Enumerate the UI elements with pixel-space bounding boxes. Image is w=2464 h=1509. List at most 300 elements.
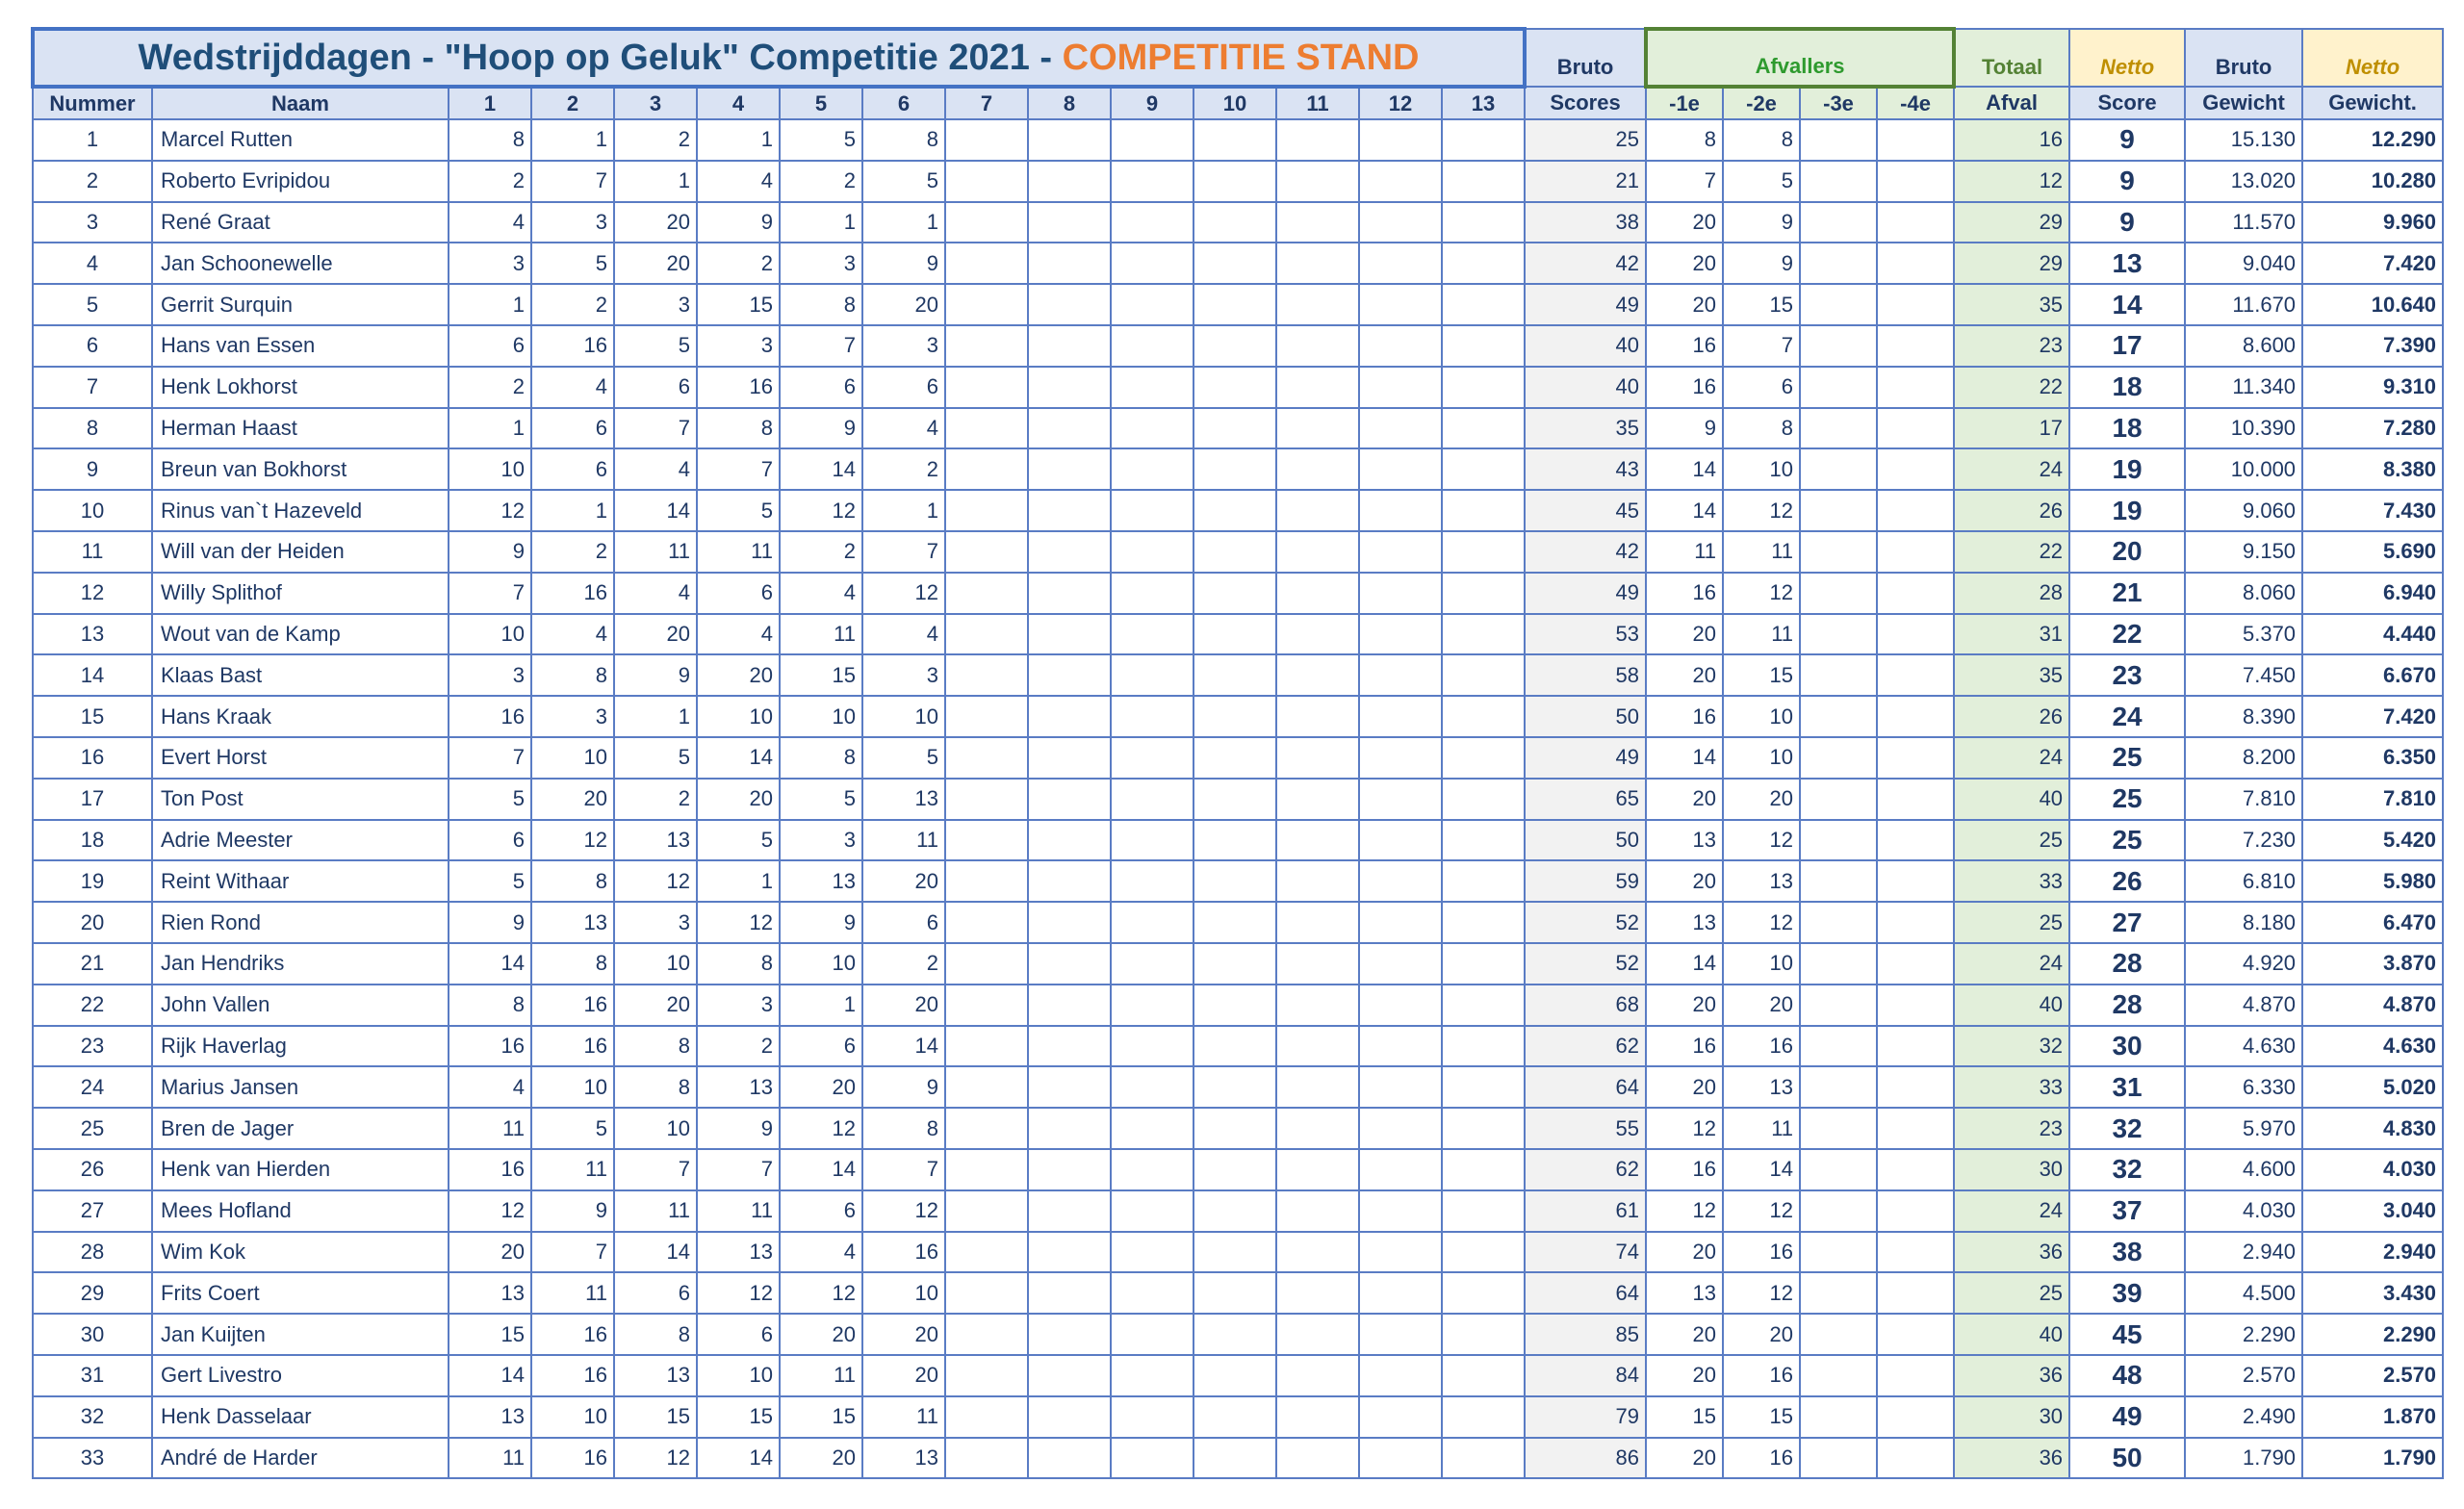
cell-afvaller: 8 <box>1646 119 1723 161</box>
cell-day-score: 1 <box>697 119 780 161</box>
cell-bruto-gewicht: 4.870 <box>2185 985 2302 1026</box>
cell-day-score <box>1359 1066 1442 1108</box>
cell-netto-gewicht: 1.790 <box>2302 1438 2443 1479</box>
cell-day-score: 16 <box>531 1314 614 1355</box>
cell-afvaller <box>1800 490 1877 531</box>
cell-day-score: 8 <box>531 943 614 985</box>
cell-afvaller: 20 <box>1646 202 1723 243</box>
cell-bruto-scores: 68 <box>1525 985 1646 1026</box>
cell-day-score <box>945 1272 1028 1314</box>
col-header-day: 4 <box>697 87 780 119</box>
cell-afvaller <box>1877 243 1954 284</box>
cell-day-score <box>1359 490 1442 531</box>
col-header-afval: Afval <box>1954 87 2069 119</box>
cell-bruto-gewicht: 7.450 <box>2185 654 2302 696</box>
cell-day-score <box>1442 985 1525 1026</box>
cell-day-score <box>1442 284 1525 325</box>
cell-nummer: 17 <box>33 779 152 820</box>
cell-day-score <box>1194 1108 1276 1149</box>
cell-totaal-afval: 12 <box>1954 161 2069 202</box>
cell-netto-score: 23 <box>2069 654 2185 696</box>
cell-day-score: 2 <box>780 161 862 202</box>
cell-afvaller <box>1800 1355 1877 1396</box>
cell-bruto-scores: 86 <box>1525 1438 1646 1479</box>
cell-day-score: 1 <box>780 202 862 243</box>
cell-day-score <box>1442 1190 1525 1232</box>
cell-day-score <box>1028 161 1111 202</box>
cell-day-score <box>1442 325 1525 367</box>
cell-day-score <box>1028 860 1111 902</box>
cell-nummer: 28 <box>33 1232 152 1273</box>
cell-day-score: 5 <box>531 243 614 284</box>
cell-netto-gewicht: 8.380 <box>2302 448 2443 490</box>
cell-day-score <box>1442 1149 1525 1190</box>
cell-bruto-scores: 61 <box>1525 1190 1646 1232</box>
cell-day-score: 5 <box>531 1108 614 1149</box>
cell-netto-gewicht: 7.420 <box>2302 243 2443 284</box>
cell-day-score <box>1359 696 1442 737</box>
cell-afvaller <box>1800 779 1877 820</box>
cell-afvaller: 16 <box>1723 1438 1800 1479</box>
cell-day-score: 6 <box>531 448 614 490</box>
cell-nummer: 27 <box>33 1190 152 1232</box>
cell-netto-gewicht: 4.630 <box>2302 1026 2443 1067</box>
cell-day-score <box>1028 614 1111 655</box>
cell-day-score <box>1194 1149 1276 1190</box>
cell-naam: Gerrit Surquin <box>152 284 449 325</box>
cell-afvaller: 15 <box>1646 1396 1723 1438</box>
col-header-day: 6 <box>862 87 945 119</box>
cell-day-score: 15 <box>697 284 780 325</box>
cell-nummer: 22 <box>33 985 152 1026</box>
cell-afvaller <box>1877 985 1954 1026</box>
cell-day-score: 3 <box>697 985 780 1026</box>
table-row <box>33 284 2443 325</box>
cell-nummer: 20 <box>33 902 152 943</box>
cell-day-score <box>945 860 1028 902</box>
cell-day-score: 16 <box>531 1355 614 1396</box>
cell-day-score <box>1442 1272 1525 1314</box>
cell-day-score: 7 <box>449 737 531 779</box>
cell-day-score: 3 <box>449 243 531 284</box>
cell-bruto-gewicht: 7.810 <box>2185 779 2302 820</box>
cell-day-score: 6 <box>449 820 531 861</box>
cell-day-score: 4 <box>697 161 780 202</box>
cell-day-score: 5 <box>614 325 697 367</box>
cell-day-score: 6 <box>780 367 862 408</box>
table-row <box>33 573 2443 614</box>
col-header-day: 5 <box>780 87 862 119</box>
cell-day-score <box>1359 531 1442 573</box>
table-row <box>33 1066 2443 1108</box>
cell-nummer: 1 <box>33 119 152 161</box>
cell-day-score: 9 <box>780 408 862 449</box>
cell-day-score <box>1111 161 1194 202</box>
cell-afvaller: 20 <box>1723 985 1800 1026</box>
cell-netto-score: 18 <box>2069 408 2185 449</box>
cell-day-score: 2 <box>531 531 614 573</box>
table-row <box>33 1438 2443 1479</box>
cell-afvaller: 11 <box>1646 531 1723 573</box>
cell-day-score <box>1359 737 1442 779</box>
col-header-day: 8 <box>1028 87 1111 119</box>
cell-naam: Willy Splithof <box>152 573 449 614</box>
cell-day-score <box>1359 448 1442 490</box>
cell-bruto-gewicht: 8.600 <box>2185 325 2302 367</box>
cell-netto-score: 13 <box>2069 243 2185 284</box>
cell-day-score <box>1359 1396 1442 1438</box>
cell-afvaller <box>1800 614 1877 655</box>
cell-day-score: 4 <box>614 573 697 614</box>
cell-netto-score: 19 <box>2069 448 2185 490</box>
table-row <box>33 325 2443 367</box>
cell-afvaller: 20 <box>1646 654 1723 696</box>
cell-day-score: 8 <box>697 408 780 449</box>
cell-totaal-afval: 35 <box>1954 654 2069 696</box>
cell-afvaller: 16 <box>1723 1026 1800 1067</box>
cell-afvaller <box>1877 1396 1954 1438</box>
cell-day-score: 11 <box>697 531 780 573</box>
cell-day-score <box>1194 985 1276 1026</box>
cell-day-score <box>945 448 1028 490</box>
cell-day-score: 4 <box>449 1066 531 1108</box>
cell-day-score: 8 <box>780 737 862 779</box>
cell-day-score: 7 <box>614 1149 697 1190</box>
cell-nummer: 12 <box>33 573 152 614</box>
cell-day-score <box>945 1232 1028 1273</box>
cell-day-score <box>1442 860 1525 902</box>
cell-day-score: 12 <box>614 1438 697 1479</box>
cell-day-score <box>1111 943 1194 985</box>
cell-afvaller <box>1877 448 1954 490</box>
cell-bruto-gewicht: 5.370 <box>2185 614 2302 655</box>
cell-afvaller <box>1877 119 1954 161</box>
cell-day-score: 13 <box>862 779 945 820</box>
cell-day-score: 5 <box>862 737 945 779</box>
cell-netto-score: 48 <box>2069 1355 2185 1396</box>
cell-naam: Jan Schoonewelle <box>152 243 449 284</box>
cell-day-score <box>1442 161 1525 202</box>
cell-day-score <box>1276 1190 1359 1232</box>
cell-day-score: 10 <box>531 737 614 779</box>
cell-day-score: 11 <box>449 1108 531 1149</box>
cell-totaal-afval: 22 <box>1954 531 2069 573</box>
cell-naam: André de Harder <box>152 1438 449 1479</box>
cell-afvaller: 10 <box>1723 943 1800 985</box>
cell-afvaller <box>1800 654 1877 696</box>
cell-day-score: 11 <box>531 1272 614 1314</box>
cell-day-score: 14 <box>449 1355 531 1396</box>
cell-day-score: 11 <box>780 614 862 655</box>
cell-netto-gewicht: 6.470 <box>2302 902 2443 943</box>
cell-day-score: 16 <box>531 1026 614 1067</box>
table-row <box>33 696 2443 737</box>
cell-afvaller <box>1800 367 1877 408</box>
cell-afvaller: 16 <box>1723 1232 1800 1273</box>
cell-day-score <box>1442 1108 1525 1149</box>
cell-day-score <box>1276 902 1359 943</box>
cell-nummer: 11 <box>33 531 152 573</box>
cell-afvaller <box>1800 943 1877 985</box>
cell-day-score: 1 <box>531 119 614 161</box>
col-header-score: Score <box>2069 87 2185 119</box>
cell-bruto-scores: 52 <box>1525 943 1646 985</box>
cell-day-score: 3 <box>449 654 531 696</box>
cell-day-score <box>945 985 1028 1026</box>
cell-day-score <box>1028 1232 1111 1273</box>
cell-bruto-gewicht: 6.330 <box>2185 1066 2302 1108</box>
cell-day-score <box>945 119 1028 161</box>
cell-day-score: 8 <box>449 119 531 161</box>
table-row <box>33 902 2443 943</box>
cell-netto-gewicht: 7.420 <box>2302 696 2443 737</box>
cell-day-score <box>1359 614 1442 655</box>
cell-afvaller: 16 <box>1646 573 1723 614</box>
cell-bruto-gewicht: 2.290 <box>2185 1314 2302 1355</box>
cell-day-score <box>1276 1272 1359 1314</box>
cell-day-score: 8 <box>614 1314 697 1355</box>
cell-afvaller <box>1800 820 1877 861</box>
col-header-day: 9 <box>1111 87 1194 119</box>
cell-day-score <box>1028 367 1111 408</box>
cell-afvaller: 12 <box>1723 902 1800 943</box>
header-row-top <box>33 29 2443 87</box>
cell-bruto-scores: 50 <box>1525 820 1646 861</box>
cell-afvaller: 13 <box>1723 860 1800 902</box>
cell-day-score <box>1359 1026 1442 1067</box>
cell-afvaller <box>1877 860 1954 902</box>
col-header-afv: -1e <box>1646 87 1723 119</box>
cell-bruto-gewicht: 4.030 <box>2185 1190 2302 1232</box>
cell-day-score <box>1111 614 1194 655</box>
cell-naam: Mees Hofland <box>152 1190 449 1232</box>
cell-day-score: 9 <box>780 902 862 943</box>
cell-day-score <box>1359 860 1442 902</box>
cell-day-score <box>945 531 1028 573</box>
cell-day-score <box>945 161 1028 202</box>
cell-day-score <box>1442 573 1525 614</box>
cell-afvaller: 7 <box>1646 161 1723 202</box>
cell-day-score <box>945 367 1028 408</box>
cell-netto-score: 50 <box>2069 1438 2185 1479</box>
cell-day-score <box>1442 902 1525 943</box>
cell-nummer: 10 <box>33 490 152 531</box>
cell-day-score <box>1442 448 1525 490</box>
cell-day-score <box>1359 161 1442 202</box>
cell-day-score: 14 <box>697 737 780 779</box>
table-row <box>33 985 2443 1026</box>
cell-bruto-scores: 50 <box>1525 696 1646 737</box>
cell-day-score: 14 <box>697 1438 780 1479</box>
cell-day-score: 1 <box>531 490 614 531</box>
cell-day-score: 10 <box>449 448 531 490</box>
cell-day-score: 2 <box>449 161 531 202</box>
cell-day-score: 11 <box>614 531 697 573</box>
cell-afvaller: 20 <box>1646 1355 1723 1396</box>
cell-day-score <box>1359 1108 1442 1149</box>
cell-day-score <box>1111 1396 1194 1438</box>
cell-day-score: 13 <box>614 1355 697 1396</box>
cell-day-score <box>1028 696 1111 737</box>
cell-day-score <box>1111 1314 1194 1355</box>
cell-afvaller <box>1800 408 1877 449</box>
cell-totaal-afval: 28 <box>1954 573 2069 614</box>
cell-bruto-gewicht: 11.570 <box>2185 202 2302 243</box>
cell-day-score: 13 <box>697 1232 780 1273</box>
cell-day-score <box>945 820 1028 861</box>
cell-afvaller <box>1800 448 1877 490</box>
cell-day-score <box>1194 1272 1276 1314</box>
cell-day-score: 6 <box>614 367 697 408</box>
cell-day-score <box>1359 1438 1442 1479</box>
cell-afvaller: 9 <box>1646 408 1723 449</box>
cell-bruto-gewicht: 9.060 <box>2185 490 2302 531</box>
cell-day-score: 1 <box>862 202 945 243</box>
cell-day-score <box>1111 202 1194 243</box>
cell-nummer: 26 <box>33 1149 152 1190</box>
cell-day-score <box>1111 654 1194 696</box>
cell-day-score <box>1194 1066 1276 1108</box>
cell-nummer: 5 <box>33 284 152 325</box>
cell-netto-score: 27 <box>2069 902 2185 943</box>
cell-day-score: 20 <box>614 614 697 655</box>
cell-day-score: 10 <box>531 1066 614 1108</box>
cell-bruto-gewicht: 1.790 <box>2185 1438 2302 1479</box>
cell-day-score: 6 <box>862 367 945 408</box>
cell-day-score <box>1028 1190 1111 1232</box>
cell-nummer: 6 <box>33 325 152 367</box>
cell-day-score: 15 <box>614 1396 697 1438</box>
cell-totaal-afval: 26 <box>1954 490 2069 531</box>
cell-netto-gewicht: 12.290 <box>2302 119 2443 161</box>
cell-day-score <box>1359 284 1442 325</box>
cell-bruto-gewicht: 2.490 <box>2185 1396 2302 1438</box>
cell-day-score <box>945 1026 1028 1067</box>
cell-day-score: 8 <box>531 654 614 696</box>
cell-day-score: 20 <box>780 1066 862 1108</box>
cell-bruto-scores: 43 <box>1525 448 1646 490</box>
cell-day-score <box>1194 779 1276 820</box>
cell-day-score <box>1111 860 1194 902</box>
cell-bruto-gewicht: 9.040 <box>2185 243 2302 284</box>
cell-day-score: 5 <box>862 161 945 202</box>
cell-day-score: 10 <box>862 696 945 737</box>
cell-day-score <box>1111 1066 1194 1108</box>
cell-afvaller: 15 <box>1723 284 1800 325</box>
cell-day-score <box>1111 820 1194 861</box>
cell-day-score <box>1276 779 1359 820</box>
table-row <box>33 408 2443 449</box>
cell-day-score <box>1194 1355 1276 1396</box>
cell-day-score: 12 <box>862 573 945 614</box>
cell-afvaller: 12 <box>1646 1108 1723 1149</box>
cell-bruto-scores: 59 <box>1525 860 1646 902</box>
cell-day-score <box>1276 820 1359 861</box>
cell-day-score: 2 <box>862 943 945 985</box>
cell-bruto-gewicht: 6.810 <box>2185 860 2302 902</box>
cell-day-score: 3 <box>697 325 780 367</box>
cell-afvaller: 7 <box>1723 325 1800 367</box>
cell-day-score <box>1194 902 1276 943</box>
cell-day-score <box>1276 448 1359 490</box>
table-row <box>33 779 2443 820</box>
cell-day-score: 20 <box>780 1438 862 1479</box>
cell-netto-gewicht: 10.280 <box>2302 161 2443 202</box>
cell-day-score <box>1028 448 1111 490</box>
header-netto-gewicht: Netto <box>2302 29 2443 87</box>
cell-day-score: 3 <box>531 696 614 737</box>
cell-afvaller <box>1800 902 1877 943</box>
cell-netto-score: 18 <box>2069 367 2185 408</box>
cell-afvaller: 13 <box>1646 1272 1723 1314</box>
cell-day-score <box>1442 1026 1525 1067</box>
cell-afvaller <box>1800 202 1877 243</box>
cell-day-score: 5 <box>697 820 780 861</box>
cell-totaal-afval: 36 <box>1954 1232 2069 1273</box>
cell-afvaller: 10 <box>1723 448 1800 490</box>
cell-day-score: 20 <box>697 654 780 696</box>
cell-totaal-afval: 25 <box>1954 1272 2069 1314</box>
cell-day-score: 8 <box>862 1108 945 1149</box>
cell-afvaller: 11 <box>1723 531 1800 573</box>
cell-day-score: 2 <box>862 448 945 490</box>
sheet-title <box>33 29 1525 87</box>
cell-day-score <box>1028 1149 1111 1190</box>
cell-day-score: 1 <box>862 490 945 531</box>
cell-bruto-scores: 35 <box>1525 408 1646 449</box>
cell-day-score: 14 <box>780 448 862 490</box>
cell-totaal-afval: 30 <box>1954 1396 2069 1438</box>
header-afvallers: Afvallers <box>1646 29 1954 87</box>
cell-netto-gewicht: 9.960 <box>2302 202 2443 243</box>
cell-netto-gewicht: 5.020 <box>2302 1066 2443 1108</box>
cell-day-score: 20 <box>614 202 697 243</box>
cell-bruto-gewicht: 8.390 <box>2185 696 2302 737</box>
cell-day-score: 11 <box>449 1438 531 1479</box>
cell-day-score <box>1276 573 1359 614</box>
cell-day-score: 3 <box>780 820 862 861</box>
cell-totaal-afval: 36 <box>1954 1438 2069 1479</box>
cell-bruto-scores: 52 <box>1525 902 1646 943</box>
cell-day-score <box>1194 1396 1276 1438</box>
cell-netto-gewicht: 1.870 <box>2302 1396 2443 1438</box>
cell-afvaller <box>1877 902 1954 943</box>
cell-afvaller: 13 <box>1723 1066 1800 1108</box>
cell-naam: Reint Withaar <box>152 860 449 902</box>
cell-bruto-scores: 42 <box>1525 243 1646 284</box>
cell-day-score <box>945 779 1028 820</box>
cell-day-score: 20 <box>862 284 945 325</box>
cell-naam: Ton Post <box>152 779 449 820</box>
cell-bruto-gewicht: 5.970 <box>2185 1108 2302 1149</box>
cell-day-score: 4 <box>780 573 862 614</box>
cell-day-score <box>1111 490 1194 531</box>
cell-afvaller: 12 <box>1723 820 1800 861</box>
cell-afvaller <box>1877 943 1954 985</box>
cell-netto-gewicht: 5.690 <box>2302 531 2443 573</box>
cell-day-score <box>1276 202 1359 243</box>
cell-day-score: 8 <box>780 284 862 325</box>
cell-day-score <box>1194 1438 1276 1479</box>
cell-nummer: 9 <box>33 448 152 490</box>
cell-day-score <box>1442 820 1525 861</box>
cell-bruto-gewicht: 11.340 <box>2185 367 2302 408</box>
cell-day-score <box>1028 1272 1111 1314</box>
cell-day-score: 8 <box>614 1066 697 1108</box>
cell-naam: Bren de Jager <box>152 1108 449 1149</box>
cell-totaal-afval: 33 <box>1954 1066 2069 1108</box>
cell-afvaller <box>1877 696 1954 737</box>
